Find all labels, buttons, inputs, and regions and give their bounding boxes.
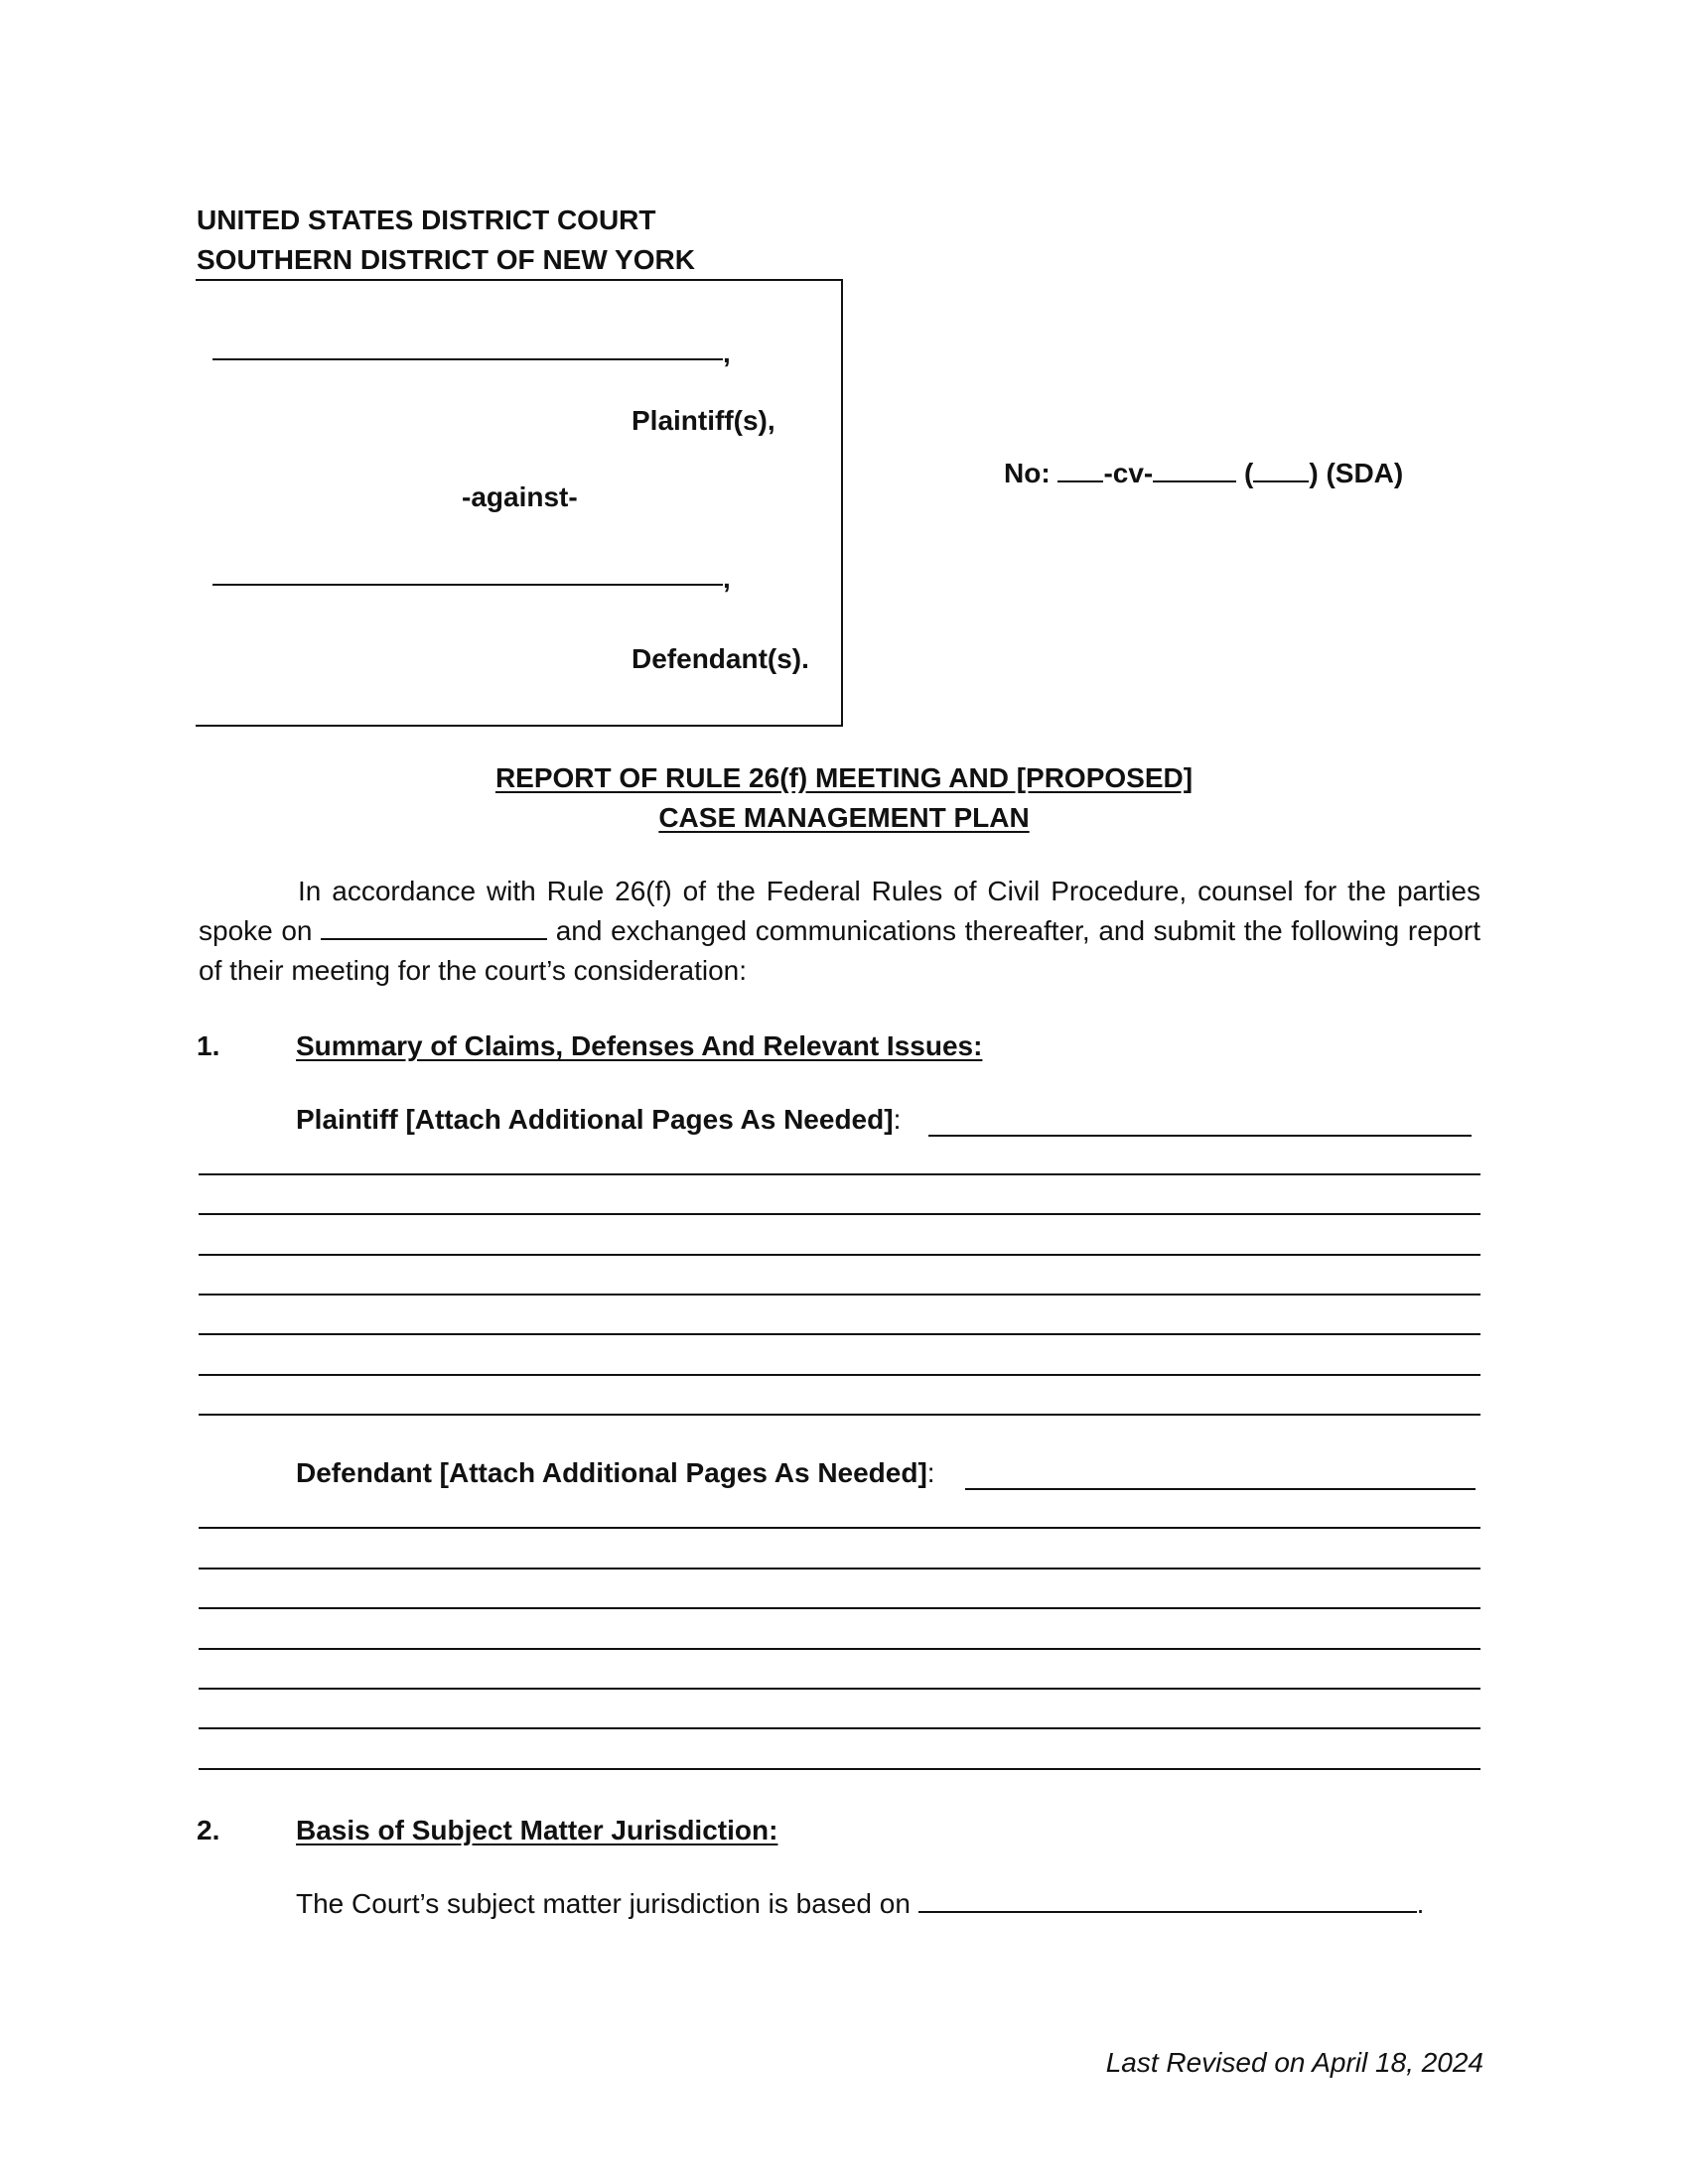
- plaintiff-summary-line[interactable]: [199, 1333, 1480, 1335]
- document-subtitle: CASE MANAGEMENT PLAN: [658, 802, 1030, 833]
- case-cv: -cv-: [1103, 458, 1154, 488]
- meeting-date-field[interactable]: [321, 912, 547, 940]
- plaintiff-summary-label: Plaintiff [Attach Additional Pages As Needed]:: [296, 1104, 902, 1135]
- case-suffix: (SDA): [1326, 458, 1404, 488]
- court-name: UNITED STATES DISTRICT COURT: [197, 205, 656, 235]
- plaintiff-label: Plaintiff(s),: [632, 405, 775, 436]
- case-paren-close: ): [1309, 458, 1319, 488]
- plaintiff-summary-line[interactable]: [199, 1213, 1480, 1215]
- intro-text-2: and exchanged communications thereafter, and submit the following report of their meeting for the court’s consideration:: [199, 915, 1481, 986]
- defendant-summary-field[interactable]: [965, 1488, 1476, 1490]
- plaintiff-summary-line[interactable]: [199, 1294, 1480, 1296]
- case-number-prefix: No:: [1004, 458, 1051, 488]
- case-year-field[interactable]: [1057, 455, 1103, 482]
- plaintiff-summary-line[interactable]: [199, 1173, 1480, 1175]
- defendant-summary-line[interactable]: [199, 1527, 1480, 1529]
- defendant-summary-line[interactable]: [199, 1568, 1480, 1570]
- plaintiff-summary-field[interactable]: [928, 1135, 1472, 1137]
- defendant-summary-line[interactable]: [199, 1607, 1480, 1609]
- document-title: REPORT OF RULE 26(f) MEETING AND [PROPOSED]: [494, 762, 1194, 793]
- jurisdiction-basis-field[interactable]: [918, 1885, 1417, 1913]
- intro-paragraph: [199, 872, 1480, 991]
- section-number: 1.: [197, 1030, 220, 1061]
- section-heading: Basis of Subject Matter Jurisdiction:: [296, 1815, 778, 1845]
- intro-text-1: In accordance with Rule 26(f) of the Federal Rules of Civil Procedure, counsel for the parties spoke on: [199, 876, 1480, 946]
- revision-date: Last Revised on April 18, 2024: [1105, 2047, 1483, 2078]
- court-district: SOUTHERN DISTRICT OF NEW YORK: [197, 244, 695, 275]
- judge-initials-field[interactable]: [1253, 455, 1309, 482]
- case-number: [1004, 454, 1403, 493]
- plaintiff-name-field[interactable]: [212, 358, 723, 360]
- case-paren-open: (: [1244, 458, 1254, 488]
- caption-comma: ,: [723, 338, 731, 368]
- caption-comma: ,: [723, 563, 731, 594]
- defendant-summary-line[interactable]: [199, 1768, 1480, 1770]
- defendant-summary-label: Defendant [Attach Additional Pages As Needed]:: [296, 1457, 935, 1488]
- defendant-summary-line[interactable]: [199, 1648, 1480, 1650]
- defendant-summary-line[interactable]: [199, 1727, 1480, 1729]
- section-heading: Summary of Claims, Defenses And Relevant Issues:: [296, 1030, 983, 1061]
- plaintiff-summary-line[interactable]: [199, 1374, 1480, 1376]
- jurisdiction-statement: The Court’s subject matter jurisdiction is based on .: [296, 1884, 1424, 1924]
- case-number-field[interactable]: [1153, 455, 1236, 482]
- plaintiff-summary-line[interactable]: [199, 1414, 1480, 1416]
- defendant-name-field[interactable]: [212, 584, 723, 586]
- defendant-summary-line[interactable]: [199, 1688, 1480, 1690]
- plaintiff-summary-line[interactable]: [199, 1254, 1480, 1256]
- colon: :: [893, 1104, 902, 1135]
- section-number: 2.: [197, 1815, 220, 1845]
- defendant-label: Defendant(s).: [632, 643, 809, 674]
- colon: :: [926, 1457, 935, 1488]
- against-label: -against-: [462, 481, 578, 512]
